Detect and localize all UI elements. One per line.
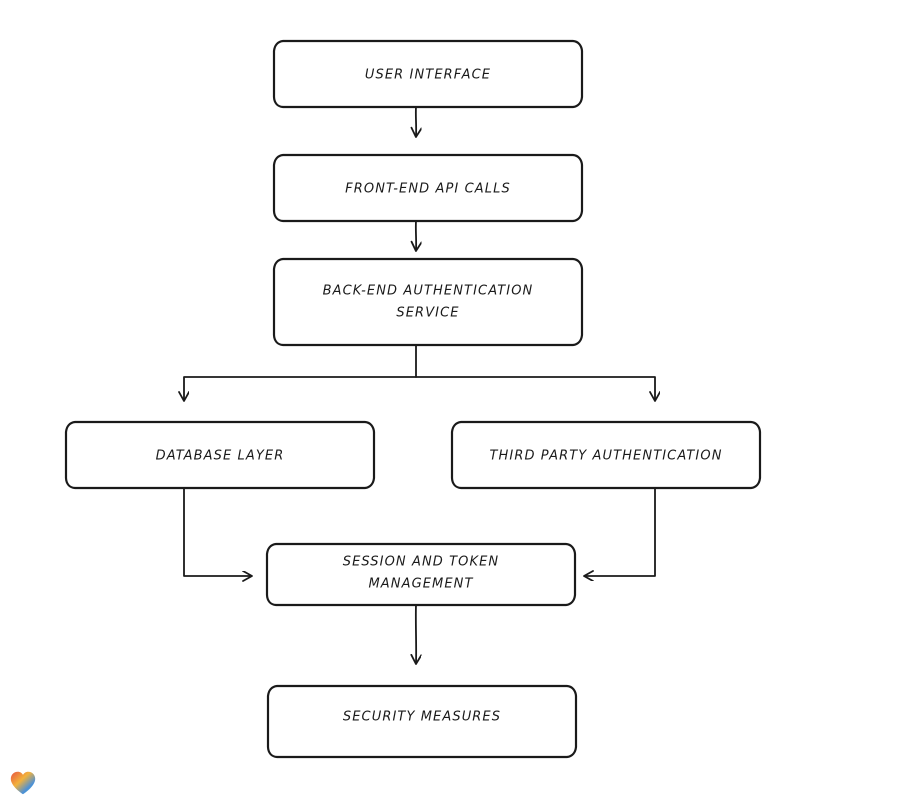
node-label: DATABASE LAYER <box>155 448 285 464</box>
node-front-end-api-calls[interactable] <box>274 155 582 221</box>
node-label-line2: MANAGEMENT <box>368 576 474 592</box>
node-label: THIRD PARTY AUTHENTICATION <box>489 448 723 464</box>
edge-back-end-authentication-service-to-third-party-authentication <box>416 377 655 400</box>
node-label: SESSION AND TOKEN <box>342 554 500 570</box>
edge-database-layer-to-session-and-token-management <box>184 488 251 576</box>
node-label: USER INTERFACE <box>364 67 492 83</box>
heart-icon[interactable] <box>8 768 38 798</box>
node-security-measures[interactable] <box>268 686 576 757</box>
node-label: BACK-END AUTHENTICATION <box>322 283 534 299</box>
node-session-and-token-management[interactable] <box>267 544 575 605</box>
node-back-end-authentication-service[interactable] <box>274 259 582 345</box>
node-third-party-authentication[interactable] <box>452 422 760 488</box>
node-label-line2: SERVICE <box>396 305 460 321</box>
edge-back-end-authentication-service-to-database-layer <box>184 345 416 400</box>
edge-third-party-authentication-to-session-and-token-management <box>585 488 655 576</box>
node-label: SECURITY MEASURES <box>342 709 502 725</box>
node-user-interface[interactable] <box>274 41 582 107</box>
node-database-layer[interactable] <box>66 422 374 488</box>
node-label: FRONT-END API CALLS <box>345 181 511 197</box>
